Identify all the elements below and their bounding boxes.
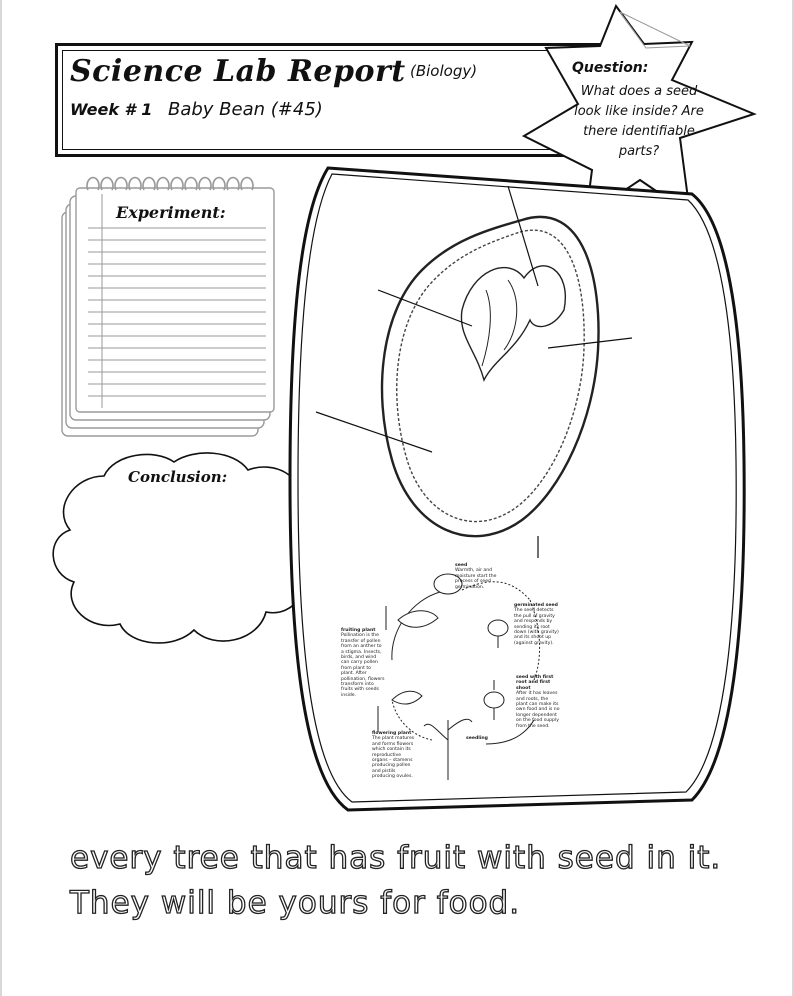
lc-seed-text: Warmth, air and moisture start the process of seed germination. [455, 568, 497, 590]
lesson-title: Baby Bean (#45) [168, 99, 323, 120]
conclusion-label: Conclusion: [128, 468, 228, 486]
experiment-label: Experiment: [116, 203, 226, 222]
lc-root-shoot [516, 675, 560, 729]
lc-fruiting [341, 628, 385, 698]
lc-root-shoot-text: After it has leaves and roots, the plant can make its own food and is no longer dependent on the food supply from the seed. [516, 691, 560, 729]
page-edge-left [0, 0, 2, 996]
lc-germinated [514, 603, 560, 646]
lc-fruiting-text: Pollination is the transfer of pollen from an anther to a stigma. Insects, birds, and wind can carry pollen from plant to plant. After pollination, flowers transform into fruits with seeds inside. [341, 633, 385, 698]
lc-fruiting-title: fruiting plant [341, 628, 376, 633]
lc-seedling-title: seedling [466, 736, 488, 741]
lc-seed-title: seed [455, 563, 468, 568]
verse-text: every tree that has fruit with seed in it. They will be yours for food. [70, 840, 722, 921]
lc-seedling [466, 736, 496, 741]
week-label: Week # 1 [70, 100, 153, 119]
header-box [55, 43, 603, 157]
report-title: Science Lab Report [70, 54, 406, 89]
lc-flowering-text: The plant matures and forms flowers which contain its reproductive organs – stamens producing pollen and pistils producing ovules. [372, 736, 415, 780]
question-label: Question: [572, 60, 649, 76]
question-text: What does a seed look like inside? Are there identifiable parts? [574, 84, 704, 159]
lc-root-shoot-title: seed with first root and first shoot [516, 675, 554, 691]
lc-germinated-title: germinated seed [514, 603, 558, 608]
lc-seed [455, 563, 503, 590]
lc-flowering-title: flowering plant [372, 731, 412, 736]
lc-germinated-text: The seed detects the pull of gravity and responds by sending its root down (with gravity) and its shoot up (against gravity). [514, 608, 559, 646]
subject-label: (Biology) [410, 62, 478, 80]
lc-flowering [372, 731, 416, 780]
